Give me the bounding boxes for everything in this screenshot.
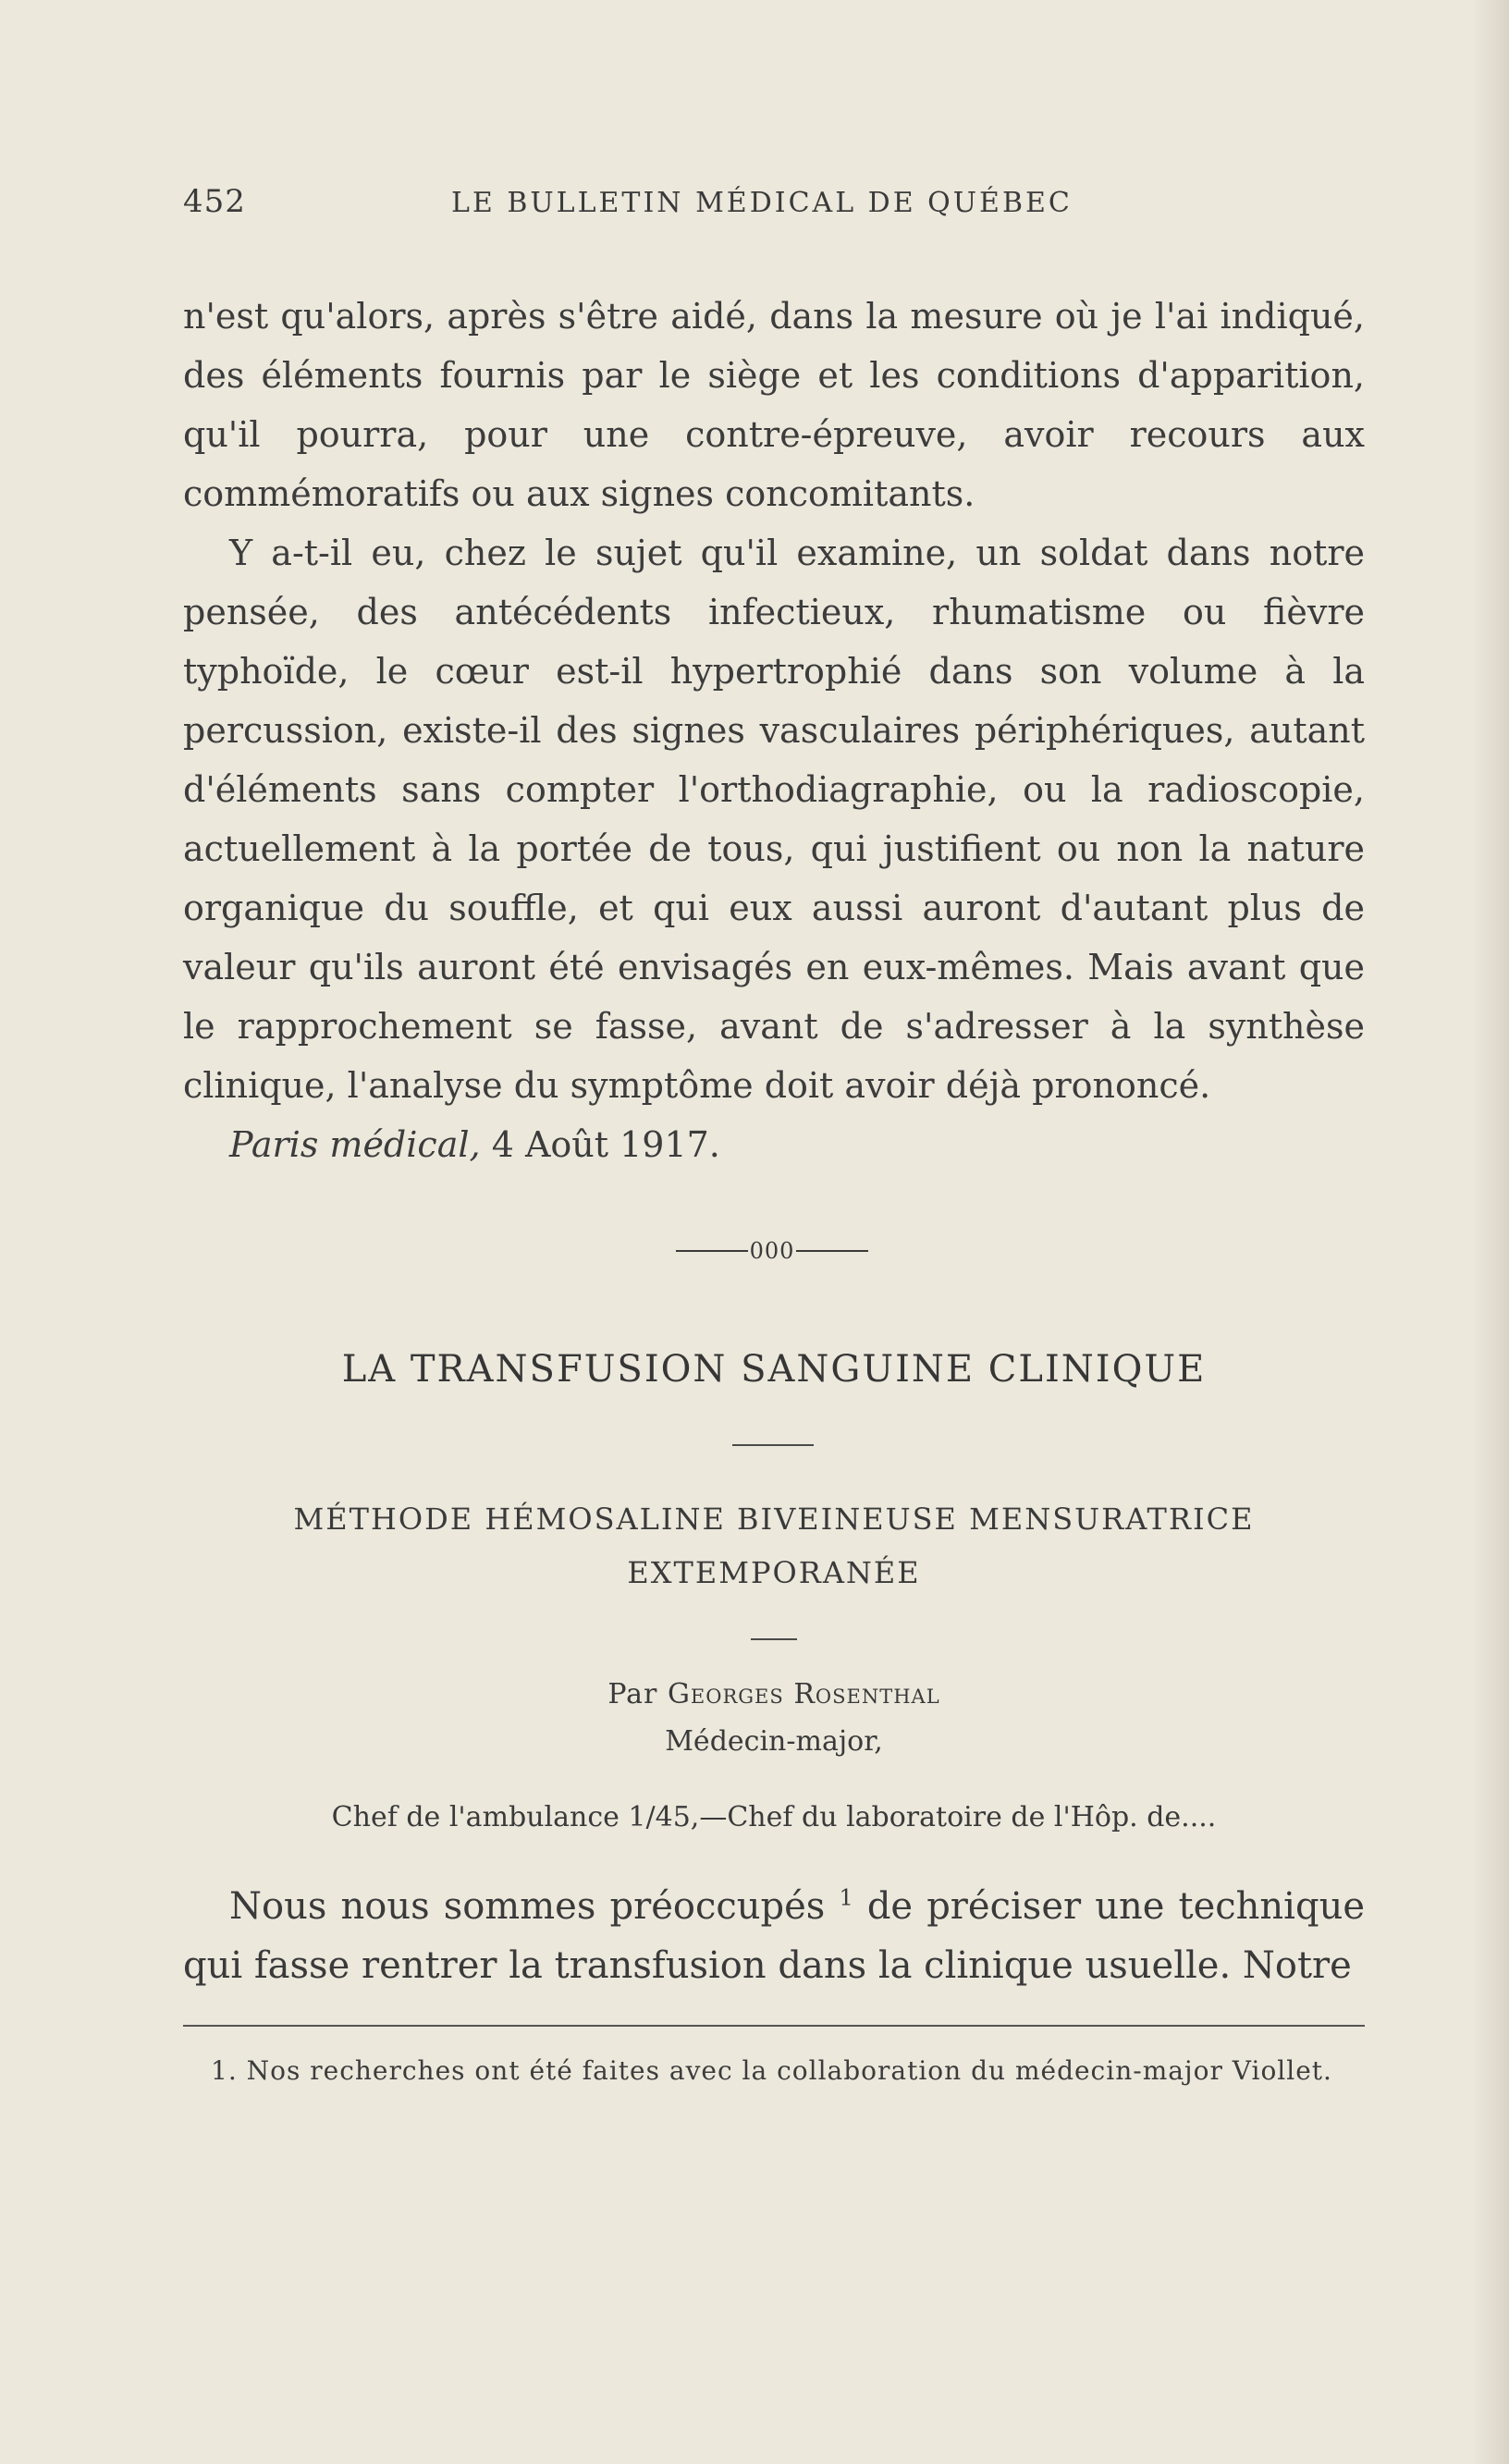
footnote-text: Nos recherches ont été faites avec la collaboration du médecin-major Viollet.: [246, 2055, 1332, 2086]
separator-line-right: [796, 1250, 868, 1252]
subtitle-rule: [751, 1638, 797, 1640]
author-role: Médecin-major,: [665, 1725, 883, 1758]
citation-date: 4 Août 1917.: [491, 1124, 720, 1165]
subtitle-line: EXTEMPORANÉE: [627, 1555, 921, 1590]
title-rule: [732, 1444, 814, 1446]
article-title: LA TRANSFUSION SANGUINE CLINIQUE: [341, 1348, 1207, 1391]
paragraph: Y a-t-il eu, chez le sujet qu'il examine, un soldat dans notre pensée, des antécédents infectieux, rhumatisme ou fièvre typhoïde, le cœur est-il hypertrophié dans son volume à la percussion, existe-il des signes vasculaires périphériques, autant d'éléments sans compter l'orthodiagraphie, ou la radioscopie, actuellement à la portée de tous, qui justifient ou non la nature organique du souffle, et qui eux aussi auront d'autant plus de valeur qu'ils auront été envisagés en eux-mêmes. Mais avant que le rapprochement se fasse, avant de s'adresser à la synthèse clinique, l'analyse du symptôme doit avoir déjà prononcé.: [183, 533, 1365, 1106]
section-separator: [652, 1236, 892, 1264]
page-header: [183, 183, 1365, 229]
author-first-name: Georges: [667, 1678, 784, 1710]
previous-article-text: [183, 287, 1365, 1174]
article-intro: [183, 1877, 1365, 1995]
paragraph: [183, 1877, 1365, 1995]
page-edge-shadow: [1472, 0, 1509, 2464]
citation-source: Paris médical,: [229, 1124, 481, 1165]
page-number: 452: [183, 183, 246, 220]
author-prefix: Par: [607, 1678, 658, 1710]
footnote-number: 1.: [211, 2055, 238, 2086]
footnote-rule: [183, 2025, 1365, 2027]
author-affiliation: Chef de l'ambulance 1/45,—Chef du laboratoire de l'Hôp. de....: [331, 1801, 1217, 1833]
separator-glyph: 000: [749, 1237, 795, 1264]
footnote-reference: 1: [839, 1884, 853, 1911]
subtitle-line: MÉTHODE HÉMOSALINE BIVEINEUSE MENSURATRICE: [293, 1502, 1255, 1537]
separator-line-left: [676, 1250, 748, 1252]
paragraph: n'est qu'alors, après s'être aidé, dans la mesure où je l'ai indiqué, des éléments fournis par le siège et les conditions d'apparition, qu'il pourra, pour une contre-épreuve, avoir recours aux commémoratifs ou aux signes concomitants.: [183, 296, 1365, 514]
article-subtitle: [183, 1492, 1365, 1600]
author-last-name: Rosenthal: [793, 1678, 940, 1710]
citation: [183, 1115, 1365, 1174]
footnote-paragraph: [183, 2054, 1365, 2088]
author-line: [183, 1678, 1365, 1710]
footnote: [183, 2054, 1365, 2088]
intro-text-end: de préciser une technique qui fasse rentrer la transfusion dans la clinique usuelle. Notre: [183, 1885, 1366, 1987]
running-head: LE BULLETIN MÉDICAL DE QUÉBEC: [451, 187, 1073, 219]
intro-text-start: Nous nous sommes préoccupés: [229, 1885, 826, 1928]
